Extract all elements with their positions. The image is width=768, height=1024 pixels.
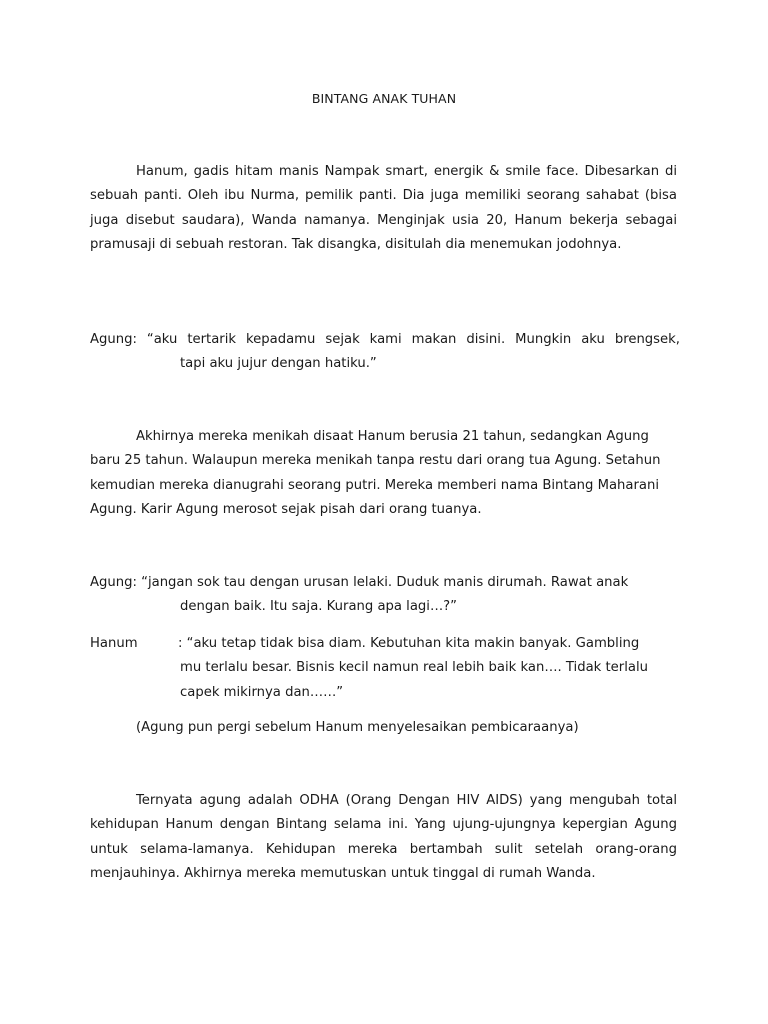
- dialog-line: mu terlalu besar. Bisnis kecil namun real lebih baik kan…. Tidak terlalu: [180, 660, 648, 676]
- dialog-speaker-hanum: Hanum: [90, 636, 138, 651]
- narration-note: (Agung pun pergi sebelum Hanum menyelesaikan pembicaraanya): [136, 720, 579, 735]
- dialog-line: capek mikirnya dan……”: [180, 684, 344, 700]
- dialog-line: Agung: “jangan sok tau dengan urusan lelaki. Duduk manis dirumah. Rawat anak: [90, 575, 629, 590]
- dialog-line: tapi aku jujur dengan hatiku.”: [180, 356, 377, 372]
- paragraph-marriage: Akhirnya mereka menikah disaat Hanum berusia 21 tahun, sedangkan Agung baru 25 tahun. Walaupun mereka menikah tanpa restu dari orang tua Agung. Setahun kemudian mereka dianugrahi seorang putri. Mereka memberi nama Bintang Maharani Agung. Karir Agung merosot sejak pisah dari orang tuanya.: [90, 429, 661, 518]
- paragraph-ending: Ternyata agung adalah ODHA (Orang Dengan HIV AIDS) yang mengubah total kehidupan Hanum dengan Bintang selama ini. Yang ujung-ujungnya kepergian Agung untuk selama-lamanya. Kehidupan mereka bertambah sulit setelah orang-orang menjauhinya. Akhirnya mereka memutuskan untuk tinggal di rumah Wanda.: [90, 793, 677, 882]
- dialog-line: dengan baik. Itu saja. Kurang apa lagi…?”: [180, 599, 457, 615]
- dialog-agung-1: [90, 328, 680, 377]
- dialog-hanum: [178, 632, 688, 705]
- dialog-line: Agung: “aku tertarik kepadamu sejak kami makan disini. Mungkin aku brengsek,: [90, 332, 680, 347]
- dialog-line: : “aku tetap tidak bisa diam. Kebutuhan kita makin banyak. Gambling: [178, 636, 640, 651]
- document-title: BINTANG ANAK TUHAN: [311, 91, 457, 106]
- dialog-agung-2: [90, 571, 680, 620]
- paragraph-intro: Hanum, gadis hitam manis Nampak smart, energik & smile face. Dibesarkan di sebuah panti. Oleh ibu Nurma, pemilik panti. Dia juga memiliki seorang sahabat (bisa juga disebut saudara), Wanda namanya. Menginjak usia 20, Hanum bekerja sebagai pramusaji di sebuah restoran. Tak disangka, disitulah dia menemukan jodohnya.: [90, 164, 677, 253]
